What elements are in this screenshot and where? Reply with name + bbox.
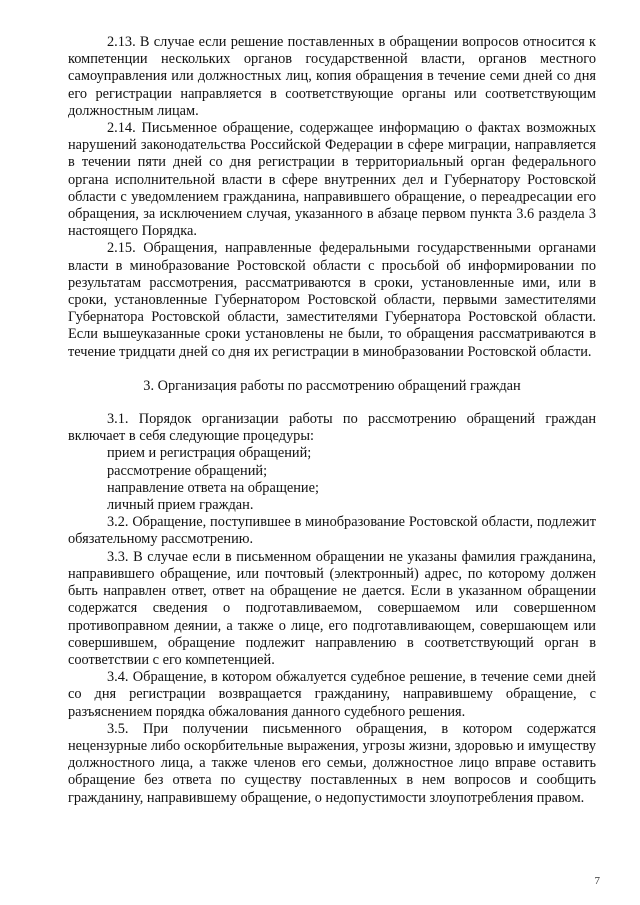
paragraph-2-14: 2.14. Письменное обращение, содержащее информацию о фактах возможных нарушений законодательства Российской Федерации в сфере миграции, направляется в течении пяти дней со дня регистрации в территориальный орган федерального органа исполнительной власти в сфере внутренних дел и Губернатору Ростовской области с уведомлением гражданина, направившего обращение, о переадресации его обращения, за исключением случая, указанного в абзаце первом пункта 3.6 раздела 3 настоящего Порядка. — [68, 120, 596, 240]
paragraph-3-3: 3.3. В случае если в письменном обращении не указаны фамилия гражданина, направившего обращение, или почтовый (электронный) адрес, по которому должен быть направлен ответ, ответ на обращение не дается. Если в указанном обращении содержатся сведения о подготавливаемом, совершаемом или совершенном противоправном деянии, а также о лице, его подготавливающем, совершающем или совершившем, обращение подлежит направлению в соответствующий орган в соответствии с его компетенцией. — [68, 548, 596, 668]
paragraph-3-5: 3.5. При получении письменного обращения, в котором содержатся нецензурные либо оскорбительные выражения, угрозы жизни, здоровью и имуществу должностного лица, а также членов его семьи, должностное лицо вправе оставить обращение без ответа по существу поставленных в нем вопросов и сообщить гражданину, направившему обращение, о недопустимости злоупотребления правом. — [68, 720, 596, 806]
paragraph-3-2: 3.2. Обращение, поступившее в минобразование Ростовской области, подлежит обязательному рассмотрению. — [68, 514, 596, 548]
paragraph-3-4: 3.4. Обращение, в котором обжалуется судебное решение, в течение семи дней со дня регистрации возвращается гражданину, направившему обращение, с разъяснением порядка обжалования данного судебного решения. — [68, 669, 596, 720]
page-number: 7 — [594, 875, 600, 887]
list-item: личный прием граждан. — [107, 497, 254, 514]
paragraph-2-13: 2.13. В случае если решение поставленных в обращении вопросов относится к компетенции нескольких органов государственной власти, органов местного самоуправления или должностных лиц, копия обращения в течение семи дней со дня его регистрации направляется в соответствующие органы или соответствующим должностным лицам. — [68, 34, 596, 119]
document-page — [68, 34, 596, 807]
list-item: прием и регистрация обращений; — [107, 445, 312, 462]
list-item: направление ответа на обращение; — [107, 479, 319, 496]
section-3-heading: 3. Организация работы по рассмотрению обращений граждан — [143, 377, 521, 394]
paragraph-2-15: 2.15. Обращения, направленные федеральными государственными органами власти в минобразование Ростовской области с просьбой об информировании по результатам рассмотрения, рассматриваются в сроки, установленные ими, или в сроки, установленные Губернатором Ростовской области, первыми заместителями Губернатора Ростовской области, заместителями Губернатора Ростовской области. Если вышеуказанные сроки установлены не были, то обращения рассматриваются в течение тридцати дней со дня их регистрации в минобразовании Ростовской области. — [68, 240, 596, 360]
list-item: рассмотрение обращений; — [107, 462, 268, 479]
paragraph-3-1: 3.1. Порядок организации работы по рассмотрению обращений граждан включает в себя следующие процедуры: — [68, 411, 596, 445]
procedures-list — [68, 445, 596, 514]
